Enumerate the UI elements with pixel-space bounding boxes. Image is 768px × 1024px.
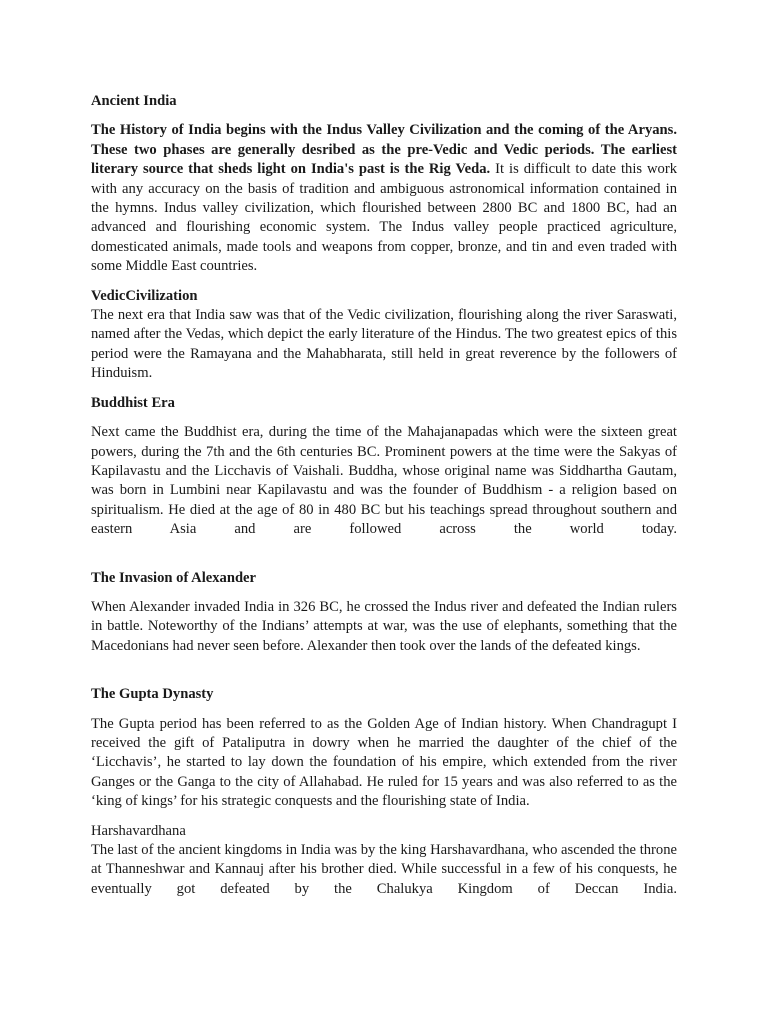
paragraph-harshavardhana: The last of the ancient kingdoms in India was by the king Harshavardhana, who ascended the throne at Thanneshwar and Kannauj after his brother died. While successful in a few of his conquests, he eventually got defeated by the Chalukya Kingdom of Deccan India.	[91, 842, 677, 897]
paragraph-vedic-civilization: The next era that India saw was that of the Vedic civilization, flourishing along the river Saraswati, named after the Vedas, which depict the early literature of the Hindus. The two greatest epics of this period were the Ramayana and the Mahabharata, still held in great reverence by the followers of Hinduism.	[91, 307, 677, 382]
document-page	[91, 92, 677, 899]
heading-ancient-india: Ancient India	[91, 93, 177, 109]
paragraph-ancient-india	[91, 121, 677, 276]
heading-harshavardhana: Harshavardhana	[91, 822, 186, 839]
heading-gupta-dynasty: The Gupta Dynasty	[91, 686, 214, 703]
ancient-india-body: It is difficult to date this work with any accuracy on the basis of tradition and ambiguous astronomical information contained in the hymns. Indus valley civilization, which flourished between 2800 BC and 1800 BC, had an advanced and flourishing economic system. The Indus valley people practiced agriculture, domesticated animals, made tools and weapons from copper, bronze, and tin and even traded with some Middle East countries.	[91, 161, 678, 275]
ancient-india-lead: The History of India begins with the Indus Valley Civilization and the coming of the Aryans. These two phases are generally desribed as the pre-Vedic and Vedic periods. The earliest literary source that sheds light on India's past is the Rig Veda.	[91, 122, 677, 178]
heading-invasion-of-alexander: The Invasion of Alexander	[91, 569, 257, 586]
paragraph-invasion-of-alexander: When Alexander invaded India in 326 BC, he crossed the Indus river and defeated the Indian rulers in battle. Noteworthy of the Indians’ attempts at war, was the use of elephants, something that the Macedonians had never seen before. Alexander then took over the lands of the defeated kings.	[91, 598, 677, 654]
heading-vedic-civilization: VedicCivilization	[91, 287, 198, 304]
heading-buddhist-era: Buddhist Era	[91, 394, 175, 411]
paragraph-buddhist-era: Next came the Buddhist era, during the time of the Mahajanapadas which were the sixteen great powers, during the 7th and the 6th centuries BC. Prominent powers at the time were the Sakyas of Kapilavastu and the Licchavis of Vaishali. Buddha, whose original name was Siddhartha Gautam, was born in Lumbini near Kapilavastu and was the founder of Buddhism - a religion based on spiritualism. He died at the age of 80 in 480 BC but his teachings spread throughout southern and eastern Asia and are followed across the world today.	[91, 424, 677, 538]
paragraph-gupta-dynasty: The Gupta period has been referred to as the Golden Age of Indian history. When Chandragupt I received the gift of Pataliputra in dowry when he married the daughter of the chief of the ‘Licchavis’, he started to lay down the foundation of his empire, which extended from the river Ganges or the Ganga to the city of Allahabad. He ruled for 15 years and was also referred to as the ‘king of kings’ for his strategic conquests and the flourishing state of India.	[91, 715, 677, 810]
